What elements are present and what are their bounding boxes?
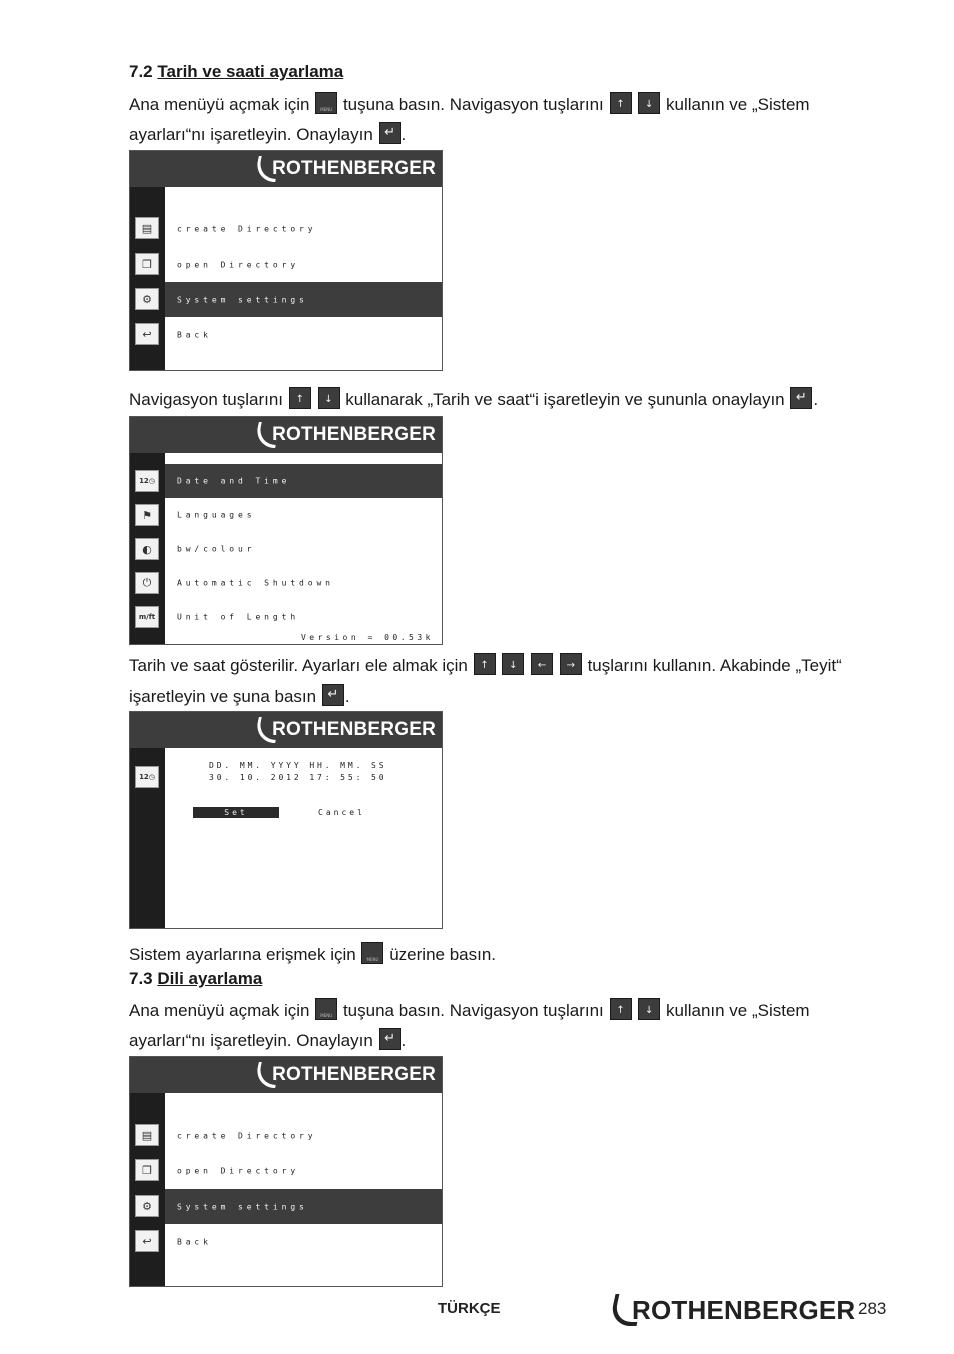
menu-item-label: open Directory [177,260,300,269]
text: Navigasyon tuşlarını [129,390,284,409]
paragraph-date-time-shown-line2 [129,684,350,706]
set-button[interactable]: Set [193,807,279,818]
menu-item-date-and-time[interactable] [165,464,442,498]
text: ayarları“nı işaretleyin. Onaylayın [129,1031,373,1050]
screen-header [130,1057,442,1093]
enter-key-icon [790,387,812,409]
paragraph-open-menu-line1 [129,92,810,114]
nav-up-key-icon [289,387,311,409]
brand-text: ROTHENBERGER [272,158,436,179]
text: tuşuna basın. Navigasyon tuşlarını [342,95,604,114]
date-time-value[interactable]: 30. 10. 2012 17: 55: 50 [209,773,387,782]
menu-item-system-settings[interactable] [165,1189,442,1224]
menu-item-open-directory[interactable] [165,1153,442,1188]
flags-icon: ⚑ [135,504,159,526]
gears-icon: ⚙ [135,288,159,310]
menu-item-label: Date and Time [177,476,291,486]
enter-key-icon [379,122,401,144]
folder-add-icon: ▤ [135,217,159,239]
nav-down-key-icon [318,387,340,409]
brand-text: ROTHENBERGER [272,719,436,740]
paragraph-open-menu-line1-7-3 [129,998,810,1020]
footer-language: TÜRKÇE [438,1300,501,1317]
nav-down-key-icon [502,653,524,675]
text: Sistem ayarlarına erişmek için [129,945,356,964]
ruler-icon: m/ft [135,606,159,628]
menu-item-label: Languages [177,510,256,520]
nav-left-key-icon [531,653,553,675]
brand-text: ROTHENBERGER [272,1064,436,1085]
text: Tarih ve saat gösterilir. Ayarları ele almak için [129,656,468,675]
device-screen-main-menu [129,150,443,371]
text: ayarları“nı işaretleyin. Onaylayın [129,125,373,144]
menu-item-create-directory[interactable] [165,1118,442,1153]
enter-key-icon [322,684,344,706]
version-text: Version = 00.53k [300,633,434,642]
text: işaretleyin ve şuna basın [129,687,317,706]
gears-icon: ⚙ [135,1195,159,1217]
brand-logo [256,1061,436,1089]
nav-down-key-icon [638,998,660,1020]
menu-item-back[interactable] [165,317,442,352]
menu-item-label: open Directory [177,1166,300,1175]
back-arrow-icon: ↩ [135,323,159,345]
section-number: 7.2 [129,62,153,81]
text: . [813,390,819,409]
menu-item-label: bw/colour [177,544,256,554]
cancel-button[interactable]: Cancel [318,808,365,817]
power-timer-icon: ⏻ [135,572,159,594]
text: Ana menüyü açmak için [129,95,310,114]
device-screen-main-menu-2 [129,1056,443,1287]
text: . [401,1031,407,1050]
date-time-format: DD. MM. YYYY HH. MM. SS [209,761,387,770]
paragraph-open-menu-line2 [129,122,406,144]
text: tuşuna basın. Navigasyon tuşlarını [342,1001,604,1020]
text: tuşlarını kullanın. Akabinde „Teyit“ [587,656,842,675]
footer-brand-text: ROTHENBERGER [632,1294,856,1325]
menu-item-automatic-shutdown[interactable] [165,566,442,600]
calendar-clock-icon: 12◷ [135,766,159,788]
menu-item-back[interactable] [165,1224,442,1259]
text: kullanarak „Tarih ve saat“i işaretleyin ve şununla onaylayın [345,390,785,409]
menu-item-create-directory[interactable] [165,211,442,246]
device-screen-system-settings [129,416,443,645]
section-title: Tarih ve saati ayarlama [157,62,344,81]
paragraph-select-date-time [129,387,818,409]
menu-item-label: System settings [177,295,308,304]
nav-up-key-icon [610,92,632,114]
menu-item-languages[interactable] [165,498,442,532]
brand-logo [256,155,436,183]
folders-icon: ❐ [135,253,159,275]
menu-item-label: Unit of Length [177,612,300,622]
menu-item-system-settings[interactable] [165,282,442,317]
nav-down-key-icon [638,92,660,114]
nav-up-key-icon [474,653,496,675]
section-title: Dili ayarlama [157,969,263,988]
menu-item-unit-of-length[interactable] [165,600,442,634]
text: kullanın ve „Sistem [665,1001,810,1020]
menu-item-label: Automatic Shutdown [177,578,334,588]
section-number: 7.3 [129,969,153,988]
section-heading-7-2 [129,62,343,82]
device-screen-date-time [129,711,443,929]
back-arrow-icon: ↩ [135,1230,159,1252]
screen-sidebar [130,1093,165,1286]
menu-item-label: Back [177,330,212,339]
paragraph-open-menu-line2-7-3 [129,1028,406,1050]
menu-item-label: create Directory [177,224,317,233]
brand-logo [256,716,436,744]
paragraph-access-settings [129,942,496,964]
folder-add-icon: ▤ [135,1124,159,1146]
menu-key-icon [315,92,337,114]
footer-brand-logo [612,1294,855,1326]
text: . [344,687,350,706]
nav-up-key-icon [610,998,632,1020]
screen-header [130,151,442,187]
colour-icon: ◐ [135,538,159,560]
menu-item-bw-colour[interactable] [165,532,442,566]
menu-item-label: System settings [177,1202,308,1211]
paragraph-date-time-shown-line1 [129,653,842,675]
menu-key-icon [361,942,383,964]
text: Ana menüyü açmak için [129,1001,310,1020]
screen-header [130,417,442,453]
brand-text: ROTHENBERGER [272,424,436,445]
enter-key-icon [379,1028,401,1050]
menu-item-open-directory[interactable] [165,247,442,282]
screen-header [130,712,442,748]
nav-right-key-icon [560,653,582,675]
text: kullanın ve „Sistem [665,95,810,114]
section-heading-7-3 [129,969,262,989]
page-number: 283 [858,1299,887,1318]
text: üzerine basın. [389,945,497,964]
menu-item-label: create Directory [177,1131,317,1140]
menu-key-icon [315,998,337,1020]
calendar-clock-icon: 12◷ [135,470,159,492]
folders-icon: ❐ [135,1159,159,1181]
menu-item-label: Back [177,1237,212,1246]
text: . [401,125,407,144]
brand-logo [256,421,436,449]
